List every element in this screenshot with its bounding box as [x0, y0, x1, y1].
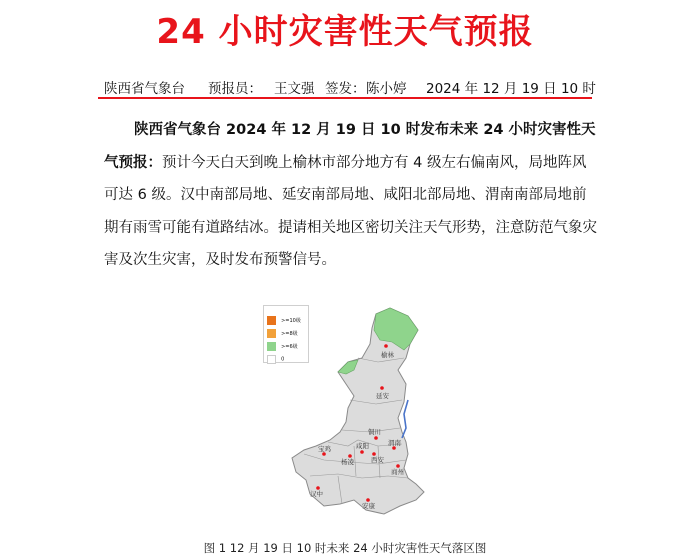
legend-item	[267, 349, 284, 368]
city-label-yangling: 杨凌	[341, 458, 354, 466]
city-label-shangzhou: 商州	[391, 468, 404, 476]
forecast-lead: 陕西省气象台 2024 年 12 月 19 日 10 时发布未来 24 小时灾害性天气预报：	[104, 122, 596, 171]
city-label-yulin: 榆林	[381, 351, 394, 359]
city-dot-tongchuan	[374, 436, 378, 440]
issuer-line	[104, 77, 594, 99]
page-title: 24 小时灾害性天气预报	[156, 12, 534, 52]
forecast-body	[104, 114, 598, 277]
city-label-hanzhong: 汉中	[310, 490, 323, 498]
legend-label-6: >=6级	[281, 344, 298, 350]
legend-label-10: >=10级	[281, 318, 301, 324]
forecast-text: 预计今天白天到晚上榆林市部分地方有 4 级左右偏南风，局地阵风可达 6 级。汉中南部局地、延安南部局地、咸阳北部局地、渭南南部局地前期有雨雪可能有道路结冰。提请相关地区密切关注天气形势，注意防范气象灾害及次生灾害，及时发布预警信号。	[104, 154, 597, 268]
forecaster-name: 王文强	[274, 81, 315, 97]
city-dot-xianyang	[360, 450, 364, 454]
legend-swatch-0	[267, 355, 276, 364]
figure-caption: 图 1 12 月 19 日 10 时未来 24 小时灾害性天气落区图	[203, 541, 487, 555]
city-label-ankang: 安康	[362, 502, 375, 510]
city-label-yanan: 延安	[376, 392, 389, 400]
city-dot-yulin	[384, 344, 388, 348]
legend-label-8: >=8级	[281, 331, 298, 337]
issue-datetime: 2024 年 12 月 19 日 10 时	[426, 81, 596, 97]
city-label-weinan: 渭南	[388, 439, 401, 447]
city-label-xianyang: 咸阳	[356, 442, 369, 450]
city-label-baoji: 宝鸡	[318, 445, 331, 453]
legend-label-0: 0	[281, 356, 285, 363]
city-label-xian: 西安	[371, 456, 384, 464]
signer-name: 陈小婷	[366, 81, 407, 97]
city-dot-yanan	[380, 386, 384, 390]
agency-name: 陕西省气象台	[104, 81, 185, 97]
header-divider	[98, 97, 592, 99]
signer-label: 签发：	[325, 81, 366, 97]
map-legend	[263, 305, 309, 363]
city-label-tongchuan: 铜川	[368, 428, 381, 436]
forecaster-label: 预报员：	[208, 81, 262, 97]
